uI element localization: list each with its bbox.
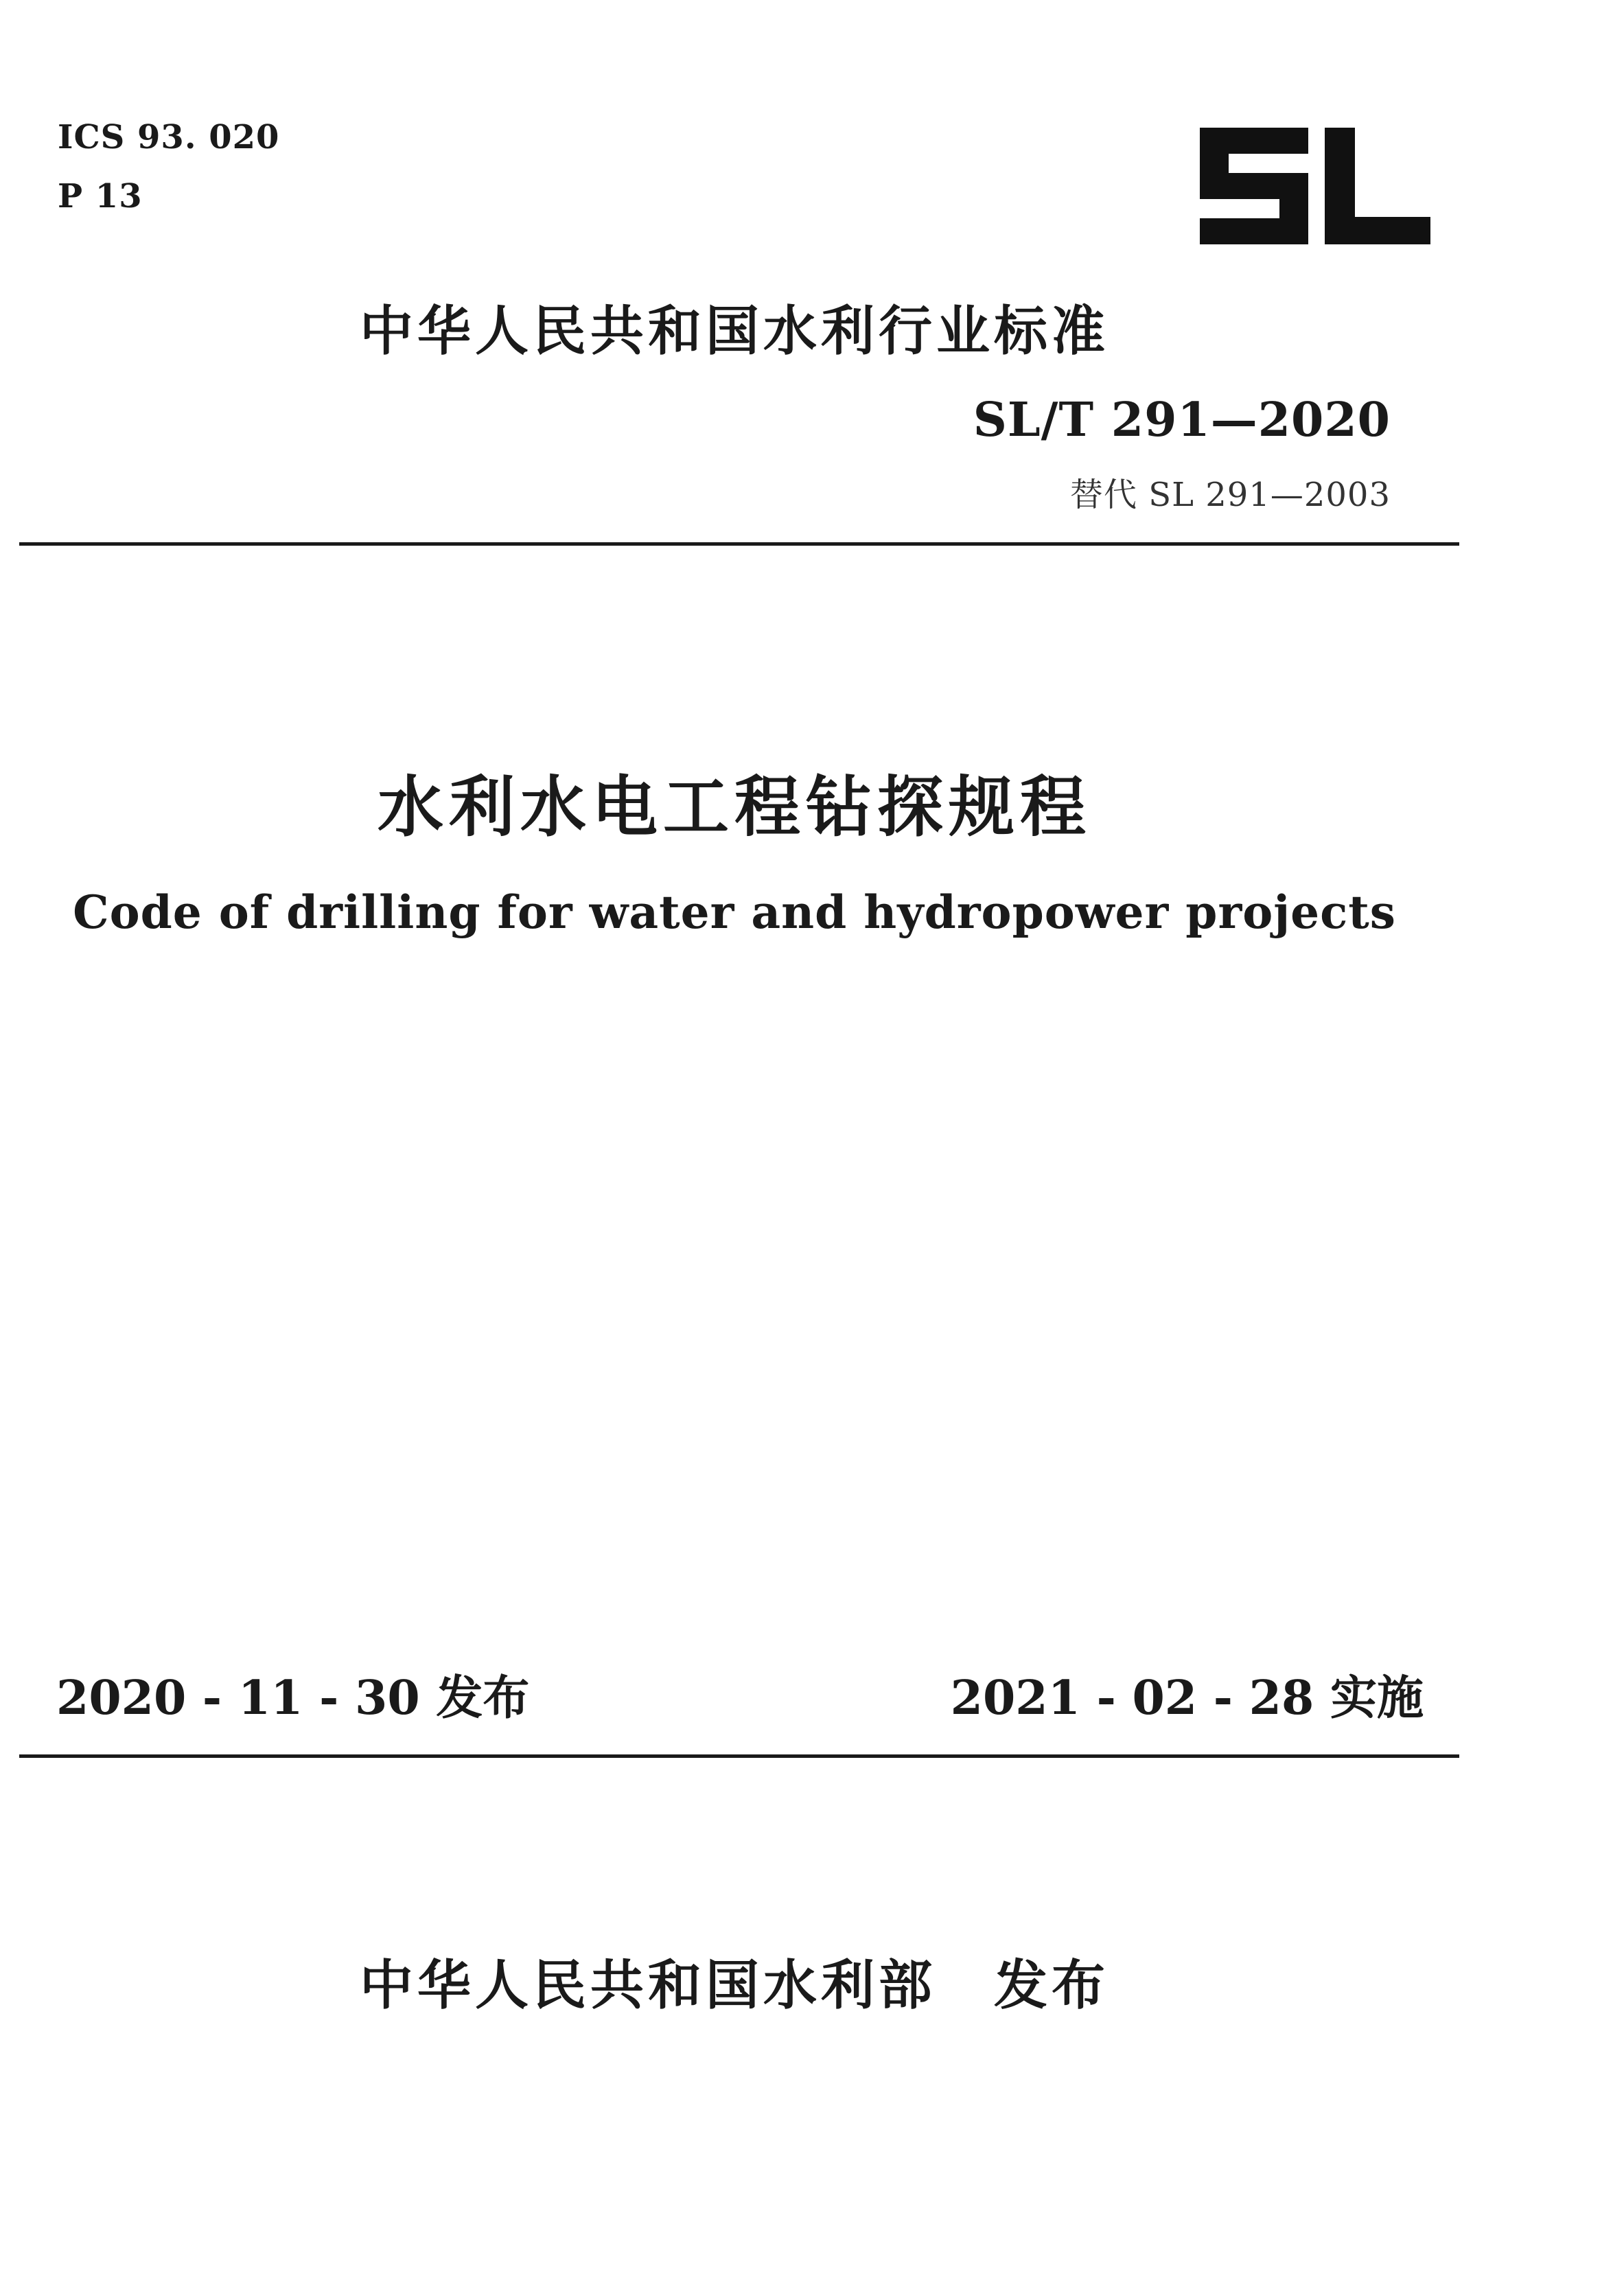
ccs-code: P 13 [58, 177, 143, 216]
standard-number: SL/T 291—2020 [973, 393, 1391, 448]
replaces-standard: 替代 SL 291—2003 [1069, 476, 1391, 514]
sl-logo [1186, 122, 1433, 250]
implementation-date: 2021 - 02 - 28 实施 [950, 1671, 1424, 1726]
industry-standard-title: 中华人民共和国水利行业标准 [359, 301, 1109, 362]
top-divider [19, 542, 1459, 546]
ics-code: ICS 93. 020 [58, 118, 280, 156]
document-title-english: Code of drilling for water and hydropower projects [73, 885, 1396, 939]
bottom-divider [19, 1754, 1459, 1758]
publisher: 中华人民共和国水利部 发布 [359, 1955, 1109, 2017]
document-title-chinese: 水利水电工程钻探规程 [378, 769, 1091, 846]
issue-date: 2020 - 11 - 30 发布 [56, 1671, 530, 1726]
